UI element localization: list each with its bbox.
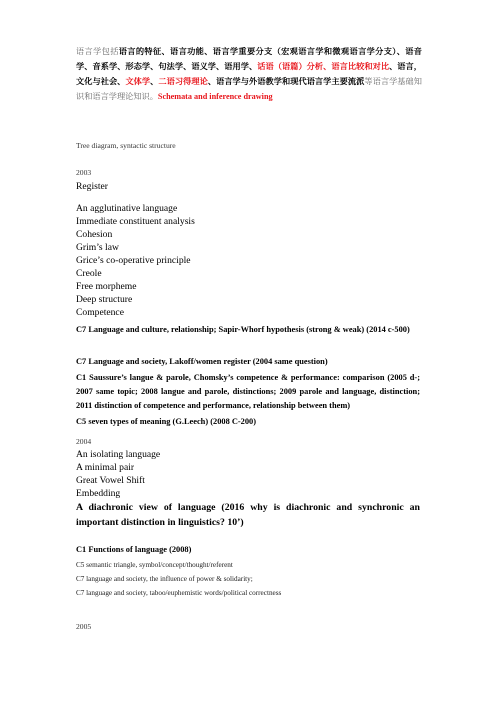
intro-topics: 语言的特征、语言功能、语言学重要分支（宏观语言学和微观语言学分支）、语音学、音系学、形态学、句法学、语义学、语用学、 <box>76 47 422 71</box>
term-minimal-pair: A minimal pair <box>76 462 135 473</box>
term-register: Register <box>76 181 108 192</box>
note-seven-meanings: C5 seven types of meaning (G.Leech) (2008 C-200) <box>76 417 257 426</box>
note-saussure: C1 Saussure’s langue & parole, Chomsky’s competence & performance: comparison (2005 d-; 2007 same topic; 2008 langue and parole, distinctions; 2009 parole and language, distinction; 2011 distinction of competence and performance, relationship between them) <box>76 373 420 410</box>
note-lakoff: C7 Language and society, Lakoff/women register (2004 same question) <box>76 357 328 366</box>
intro-tail: 等语言学基础知识和语言学理论知识。 <box>76 77 422 101</box>
term-grice: Grice’s co-operative principle <box>76 255 191 266</box>
term-great-vowel-shift: Great Vowel Shift <box>76 475 145 486</box>
term-ic-analysis: Immediate constituent analysis <box>76 216 195 227</box>
term-free-morpheme: Free morpheme <box>76 281 137 292</box>
year-2005: 2005 <box>76 622 92 631</box>
term-agglutinative: An agglutinative language <box>76 203 178 214</box>
intro-lead: 语言学包括 <box>76 47 119 56</box>
intro-topics-2: 、语言，文化与社会、 <box>76 62 422 86</box>
note-sapir-whorf: C7 Language and culture, relationship; Sapir-Whorf hypothesis (strong & weak) (2014 c-500) <box>76 325 410 334</box>
intro-highlight-stylistics: 文体学 <box>125 77 151 86</box>
intro-highlight-sla: 二语习得理论 <box>158 77 208 86</box>
list-power-solidarity: C7 language and society, the influence of power & solidarity; <box>76 575 253 583</box>
year-2003: 2003 <box>76 168 92 177</box>
term-competence: Competence <box>76 307 124 318</box>
list-semantic-triangle: C5 semantic triangle, symbol/concept/thought/referent <box>76 561 233 569</box>
list-taboo: C7 language and society, taboo/euphemistic words/political correctness <box>76 589 282 597</box>
term-creole: Creole <box>76 268 102 279</box>
intro-topics-3: 、语言学与外语教学和现代语言学主要流派 <box>207 77 365 86</box>
term-embedding: Embedding <box>76 488 121 499</box>
intro-sep: 、 <box>150 77 159 86</box>
term-isolating: An isolating language <box>76 449 161 460</box>
term-cohesion: Cohesion <box>76 229 113 240</box>
intro-highlight-discourse: 话语（语篇）分析、语言比较和对比 <box>257 62 390 71</box>
term-grims-law: Grim’s law <box>76 242 119 253</box>
intro-paragraph <box>76 44 422 104</box>
tree-diagram-line: Tree diagram, syntactic structure <box>76 141 176 150</box>
term-deep-structure: Deep structure <box>76 294 133 305</box>
diachronic-question: A diachronic view of language (2016 why is diachronic and synchronic an important distinction in linguistics? 10’) <box>76 502 420 528</box>
year-2004: 2004 <box>76 437 92 446</box>
intro-schemata: Schemata and inference drawing <box>157 92 273 101</box>
note-functions: C1 Functions of language (2008) <box>76 545 192 554</box>
